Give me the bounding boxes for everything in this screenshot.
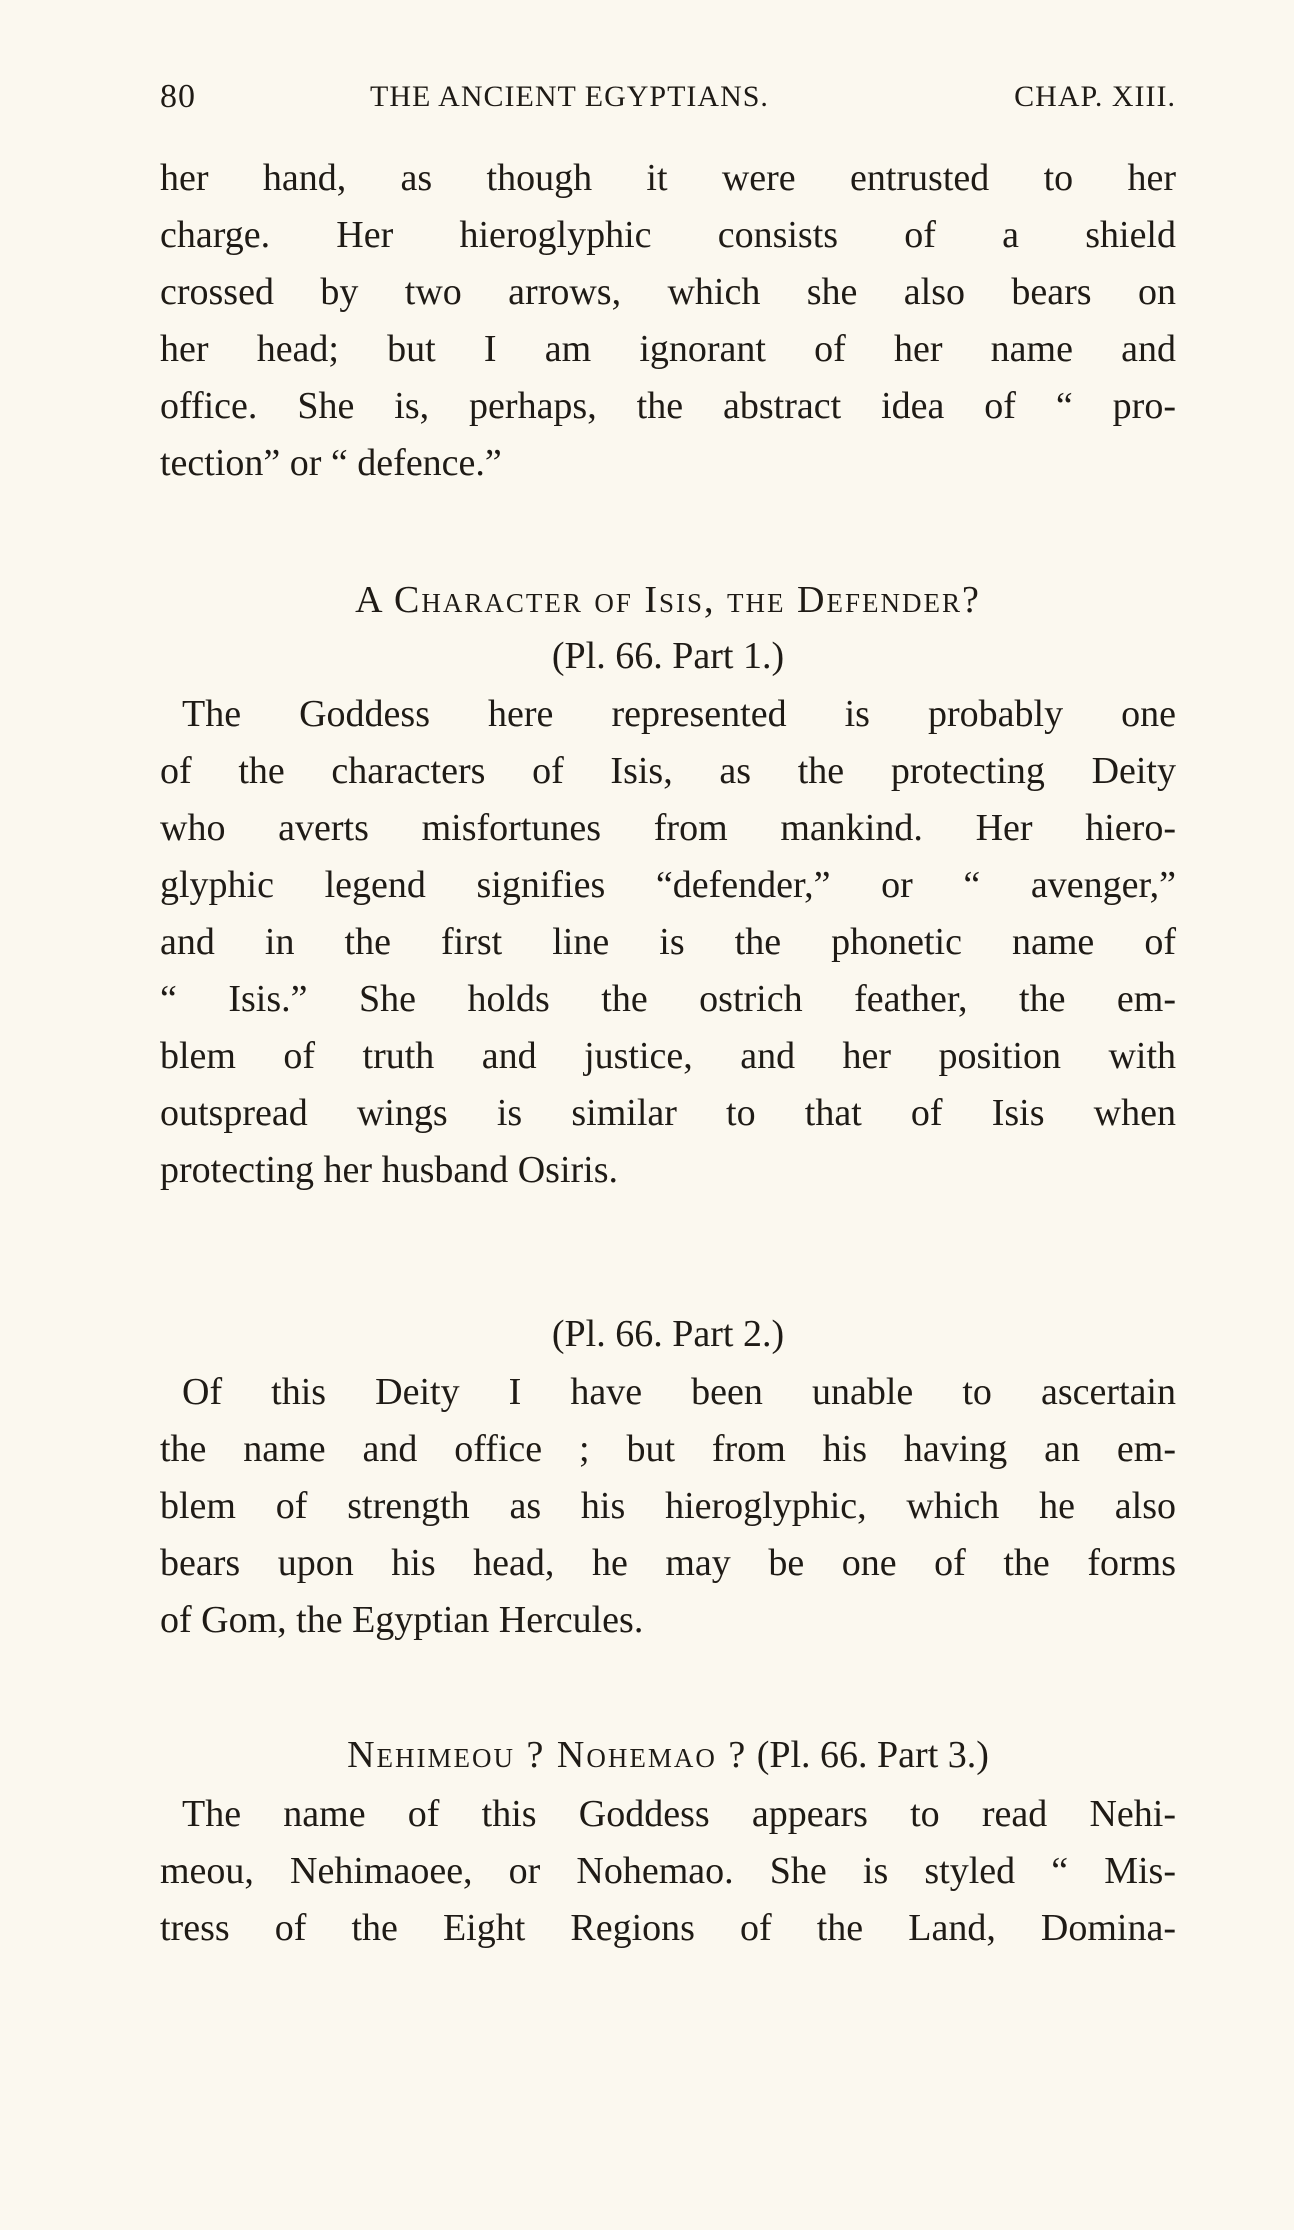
text-line: of Gom, the Egyptian Hercules.	[160, 1599, 644, 1641]
text-line: blem of truth and justice, and her position with	[160, 1035, 1176, 1077]
text-line: blem of strength as his hieroglyphic, which he also	[160, 1485, 1176, 1527]
paragraph-defender	[160, 686, 1176, 1199]
paragraph-hercules	[160, 1364, 1176, 1649]
text-line: meou, Nehimaoee, or Nohemao. She is styled “ Mis-	[160, 1850, 1176, 1892]
plate-reference-part-2: (Pl. 66. Part 2.)	[551, 1313, 785, 1355]
running-header	[160, 78, 1176, 138]
text-line: The name of this Goddess appears to read Nehi-	[182, 1793, 1176, 1835]
text-line: who averts misfortunes from mankind. Her hiero-	[160, 807, 1176, 849]
text-line: tress of the Eight Regions of the Land, Domina-	[160, 1907, 1176, 1949]
plate-reference-part-3: (Pl. 66. Part 3.)	[756, 1734, 989, 1776]
text-line: of the characters of Isis, as the protecting Deity	[160, 750, 1176, 792]
page-number: 80	[160, 78, 196, 115]
chapter-label: CHAP. XIII.	[1014, 80, 1176, 113]
text-line: the name and office ; but from his having an em-	[160, 1428, 1176, 1470]
text-line: crossed by two arrows, which she also bears on	[160, 271, 1176, 313]
text-line: her head; but I am ignorant of her name and	[160, 328, 1176, 370]
text-line: and in the first line is the phonetic name of	[160, 921, 1176, 963]
text-line: charge. Her hieroglyphic consists of a shield	[160, 214, 1176, 256]
section-heading-nehimeou-title: Nehimeou ? Nohemao ?	[347, 1734, 748, 1776]
text-line: Of this Deity I have been unable to ascertain	[182, 1371, 1176, 1413]
text-line: The Goddess here represented is probably one	[182, 693, 1176, 735]
plate-reference-part-1: (Pl. 66. Part 1.)	[551, 635, 785, 677]
text-line: glyphic legend signifies “defender,” or “ avenger,”	[160, 864, 1176, 906]
text-line: protecting her husband Osiris.	[160, 1149, 619, 1191]
text-line: “ Isis.” She holds the ostrich feather, the em-	[160, 978, 1176, 1020]
text-line: office. She is, perhaps, the abstract idea of “ pro-	[160, 385, 1176, 427]
running-title: THE ANCIENT EGYPTIANS.	[370, 80, 769, 113]
text-line: tection” or “ defence.”	[160, 442, 502, 484]
section-heading-defender: A Character of Isis, the Defender?	[355, 579, 981, 621]
text-line: bears upon his head, he may be one of the forms	[160, 1542, 1176, 1584]
paragraph-continued	[160, 150, 1176, 492]
paragraph-nehimeou	[160, 1786, 1176, 1957]
text-line: her hand, as though it were entrusted to her	[160, 157, 1176, 199]
section-heading-nehimeou	[160, 1727, 1176, 1783]
text-line: outspread wings is similar to that of Isis when	[160, 1092, 1176, 1134]
